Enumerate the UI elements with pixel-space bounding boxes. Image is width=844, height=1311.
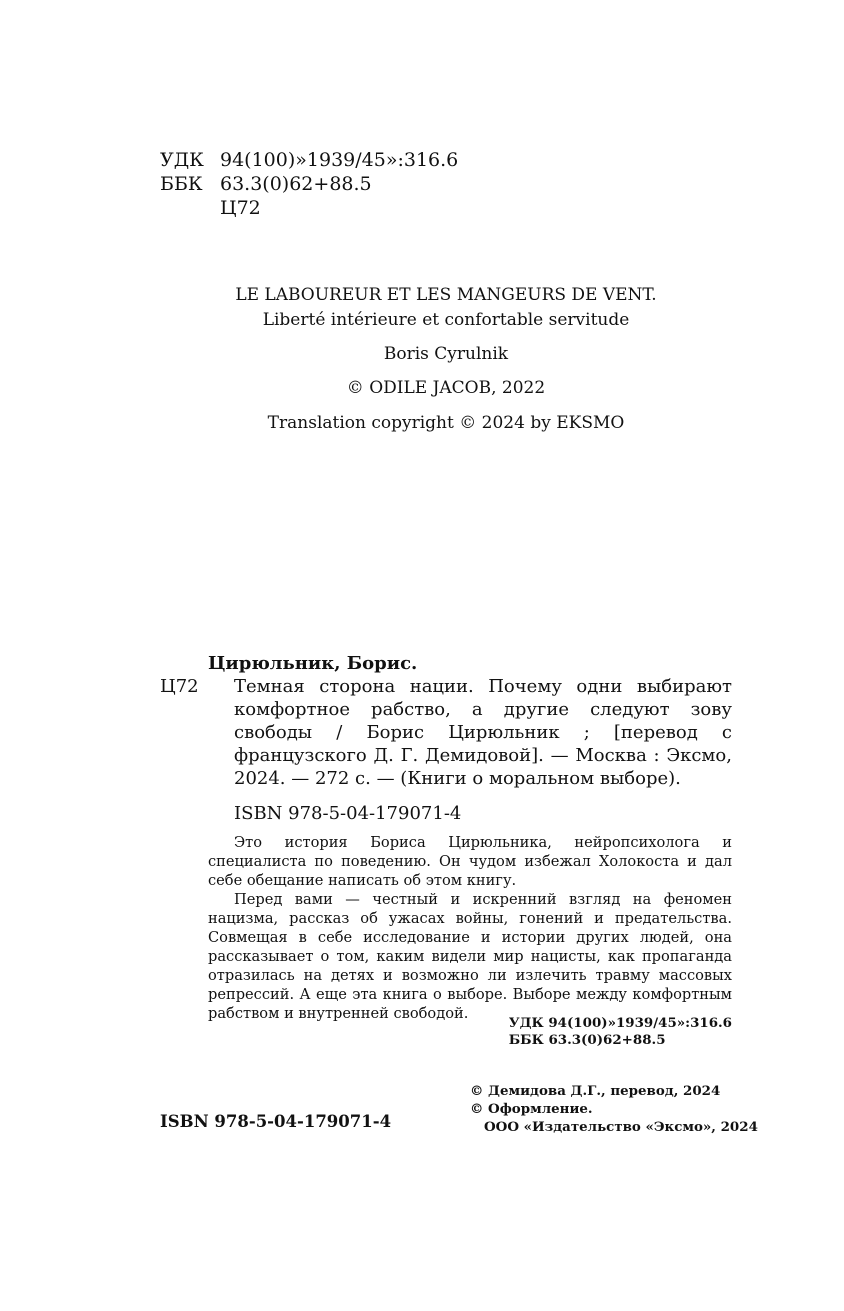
author-mark-row xyxy=(160,196,458,220)
original-copyright: © ODILE JACOB, 2022 xyxy=(346,378,546,398)
bib-isbn: ISBN 978-5-04-179071-4 xyxy=(234,803,462,824)
annotation xyxy=(208,833,732,1023)
bbk-label: ББК xyxy=(160,173,203,195)
bibliographic-record xyxy=(160,652,732,825)
translation-copyright: Translation copyright © 2024 by EKSMO xyxy=(267,413,625,433)
classification-block xyxy=(160,148,458,220)
author-mark: Ц72 xyxy=(220,197,261,219)
udk-row xyxy=(160,148,458,172)
bibliographic-entry xyxy=(160,675,732,790)
annotation-paragraph-1: Это история Бориса Цирюльника, нейропсихолога и специалиста по поведению. Он чудом избежал Холокоста и дал себе обещание написать об этом книгу. xyxy=(208,834,732,889)
bbk-value: 63.3(0)62+88.5 xyxy=(220,173,372,195)
annotation-paragraph-2: Перед вами — честный и искренний взгляд на феномен нацизма, рассказ об ужасах войны, гонений и предательства. Совмещая в себе исследование и истории других людей, она рассказывает о том, каким видели мир нацисты, как пропаганда отразилась на детях и возможно ли излечить травму массовых репрессий. А еще эта книга о выборе. Выборе между комфортным рабством и внутренней свободой. xyxy=(208,891,732,1022)
udk-value: 94(100)»1939/45»:316.6 xyxy=(220,149,459,171)
copyright-translation: © Демидова Д.Г., перевод, 2024 xyxy=(470,1083,721,1099)
footer-isbn: ISBN 978-5-04-179071-4 xyxy=(160,1112,392,1131)
original-author: Boris Cyrulnik xyxy=(383,344,509,364)
footer-copyright xyxy=(470,1082,758,1136)
bib-code: Ц72 xyxy=(160,676,199,697)
udk-label: УДК xyxy=(160,149,204,171)
codes-block xyxy=(509,1015,732,1049)
author-heading: Цирюльник, Борис. xyxy=(208,653,418,674)
copyright-design: © Оформление. xyxy=(470,1101,593,1117)
original-title: LE LABOUREUR ET LES MANGEURS DE VENT. xyxy=(235,285,657,305)
original-subtitle: Liberté intérieure et confortable servitude xyxy=(262,310,630,330)
codes-udk: УДК 94(100)»1939/45»:316.6 xyxy=(508,1015,732,1031)
bbk-row xyxy=(160,172,458,196)
codes-bbk: ББК 63.3(0)62+88.5 xyxy=(508,1032,666,1048)
publisher-line: ООО «Издательство «Эксмо», 2024 xyxy=(484,1119,758,1135)
bib-description: Темная сторона нации. Почему одни выбирают комфортное рабство, а другие следуют зову свободы / Борис Цирюльник ; [перевод с французского Д. Г. Демидовой]. — Москва : Эксмо, 2024. — 272 с. — (Книги о моральном выборе). xyxy=(234,676,732,789)
